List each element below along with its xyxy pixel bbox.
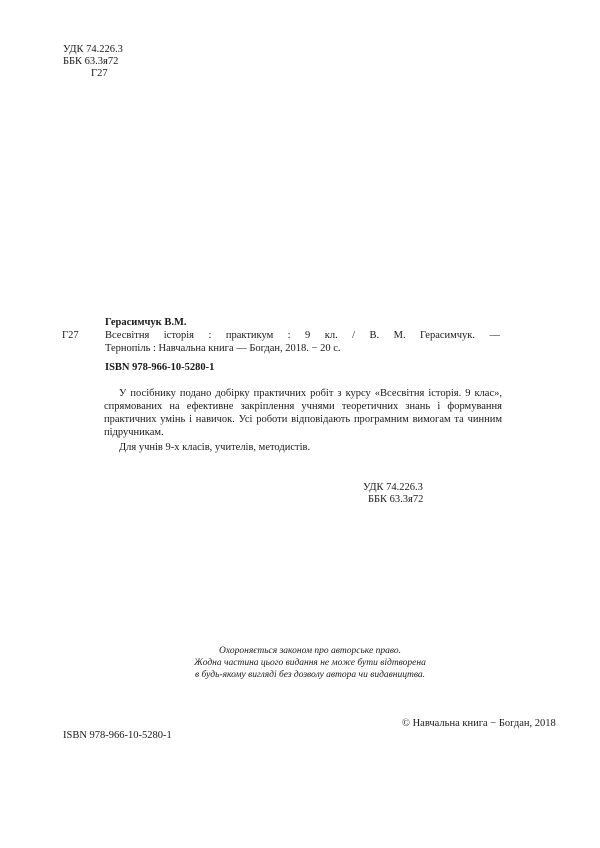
annotation: [104, 387, 502, 454]
catalog-author: Герасимчук В.М.: [105, 317, 187, 328]
catalog-isbn: ISBN 978-966-10-5280-1: [105, 362, 215, 373]
top-classification-codes: [63, 44, 123, 80]
udk-code-bottom: УДК 74.226.3: [363, 482, 423, 493]
copyright-notice: [140, 645, 480, 681]
annotation-audience: Для учнів 9-х класів, учителів, методистів.: [119, 442, 311, 453]
catalog-publication-line: Тернопіль : Навчальна книга — Богдан, 2018. − 20 с.: [105, 343, 341, 354]
isbn-bottom: ISBN 978-966-10-5280-1: [63, 730, 172, 741]
catalog-title-line: Всесвітня історія : практикум : 9 кл. / В. М. Герасимчук. —: [105, 330, 500, 341]
bbk-code: ББК 63.3я72: [63, 56, 119, 67]
udk-code: УДК 74.226.3: [63, 44, 123, 55]
bottom-classification-codes: [363, 482, 423, 506]
copyright-notice-line: в будь-якому вигляді без дозволу автора чи видавництва.: [194, 670, 426, 680]
annotation-description: У посібнику подано добірку практичних робіт з курсу «Всесвітня історія. 9 клас», спрямованих на ефективне закріплення учнями теоретичних знань і формування практичних умінь і навичок. Усі роботи відповідають програмним вимогам та чинним підручникам.: [104, 388, 502, 438]
copyright-notice-line: Охороняється законом про авторське право.: [219, 646, 401, 656]
bbk-code-bottom: ББК 63.3я72: [368, 494, 424, 505]
copyright-line: © Навчальна книга − Богдан, 2018: [402, 718, 556, 729]
copyright-notice-line: Жодна частина цього видання не може бути відтворена: [194, 658, 426, 668]
author-sign: Г27: [91, 68, 108, 79]
catalog-author-sign: Г27: [62, 330, 79, 341]
